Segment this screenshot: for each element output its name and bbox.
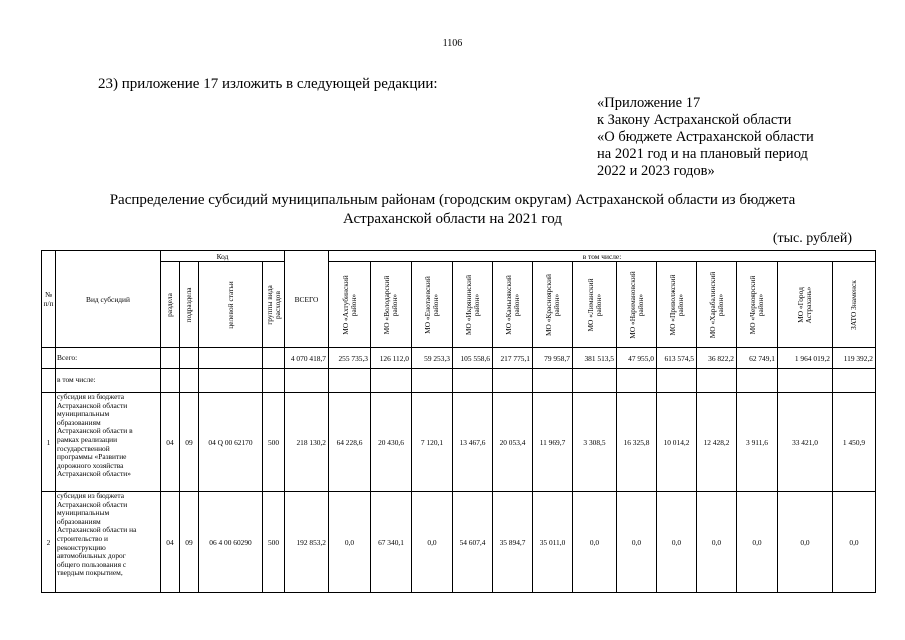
total-value: 126 112,0	[371, 348, 412, 369]
header-vid: Вид субсидий	[56, 251, 161, 348]
total-row	[42, 348, 876, 369]
page-number: 1106	[442, 38, 463, 49]
intro-text: 23) приложение 17 изложить в следующей редакции:	[98, 76, 438, 92]
row-value: 67 340,1	[371, 492, 412, 593]
row-value: 3 308,5	[573, 393, 617, 492]
row-value: 33 421,0	[778, 393, 833, 492]
header-district-11: МО «Черноярский район»	[737, 262, 778, 348]
total-value: 255 735,3	[329, 348, 371, 369]
row-desc: субсидия из бюджета Астраханской области муниципальным образованиям Астраханской области на строительство и реконструкцию автомобильных дорог общего пользования с твердым покрытием,	[56, 492, 161, 593]
total-value: 79 958,7	[533, 348, 573, 369]
header-district-13: ЗАТО Знаменск	[833, 262, 876, 348]
row-value: 0,0	[617, 492, 657, 593]
appendix-line-5: 2022 и 2023 годов»	[597, 163, 715, 179]
row-cel: 04 Q 00 62170	[199, 393, 263, 492]
row-vidrash: 500	[263, 492, 285, 593]
row-value: 0,0	[697, 492, 737, 593]
table-row	[42, 393, 876, 492]
row-value: 20 053,4	[493, 393, 533, 492]
total-value: 105 558,6	[453, 348, 493, 369]
header-district-2: МО «Володарский район»	[371, 262, 412, 348]
title-line-2: Астраханской области на 2021 год	[342, 211, 563, 227]
row-value: 0,0	[657, 492, 697, 593]
row-value: 0,0	[737, 492, 778, 593]
header-district-7: МО «Лиманский район»	[573, 262, 617, 348]
row-value: 54 607,4	[453, 492, 493, 593]
header-kod: Код	[161, 251, 285, 262]
row-num: 2	[42, 492, 56, 593]
row-value: 0,0	[573, 492, 617, 593]
header-district-5: МО «Камызякский район»	[493, 262, 533, 348]
header-district-3: МО «Енотаевский район»	[412, 262, 453, 348]
header-district-4: МО «Икрянинский район»	[453, 262, 493, 348]
row-value: 3 911,6	[737, 393, 778, 492]
title-line-1: Распределение субсидий муниципальным районам (городским округам) Астраханской области из бюджета	[109, 192, 796, 208]
row-value: 13 467,6	[453, 393, 493, 492]
appendix-line-4: на 2021 год и на плановый период	[597, 146, 808, 162]
header-cel: целевой статьи	[199, 262, 263, 348]
row-value: 11 969,7	[533, 393, 573, 492]
row-podrazdel: 09	[180, 492, 199, 593]
header-vidrash: группы вида расходов	[263, 262, 285, 348]
total-value: 119 392,2	[833, 348, 876, 369]
header-num: № п/п	[42, 251, 56, 348]
header-podrazdel: подраздела	[180, 262, 199, 348]
row-value: 0,0	[778, 492, 833, 593]
row-value: 20 430,6	[371, 393, 412, 492]
header-district-12: МО «Город Астрахань»	[778, 262, 833, 348]
row-value: 0,0	[329, 492, 371, 593]
header-district-9: МО «Приволжский район»	[657, 262, 697, 348]
table-row	[42, 492, 876, 593]
total-value: 62 749,1	[737, 348, 778, 369]
total-value: 59 253,3	[412, 348, 453, 369]
header-district-6: МО «Красноярский район»	[533, 262, 573, 348]
row-value: 12 428,2	[697, 393, 737, 492]
total-value: 381 513,5	[573, 348, 617, 369]
row-razdel: 04	[161, 492, 180, 593]
incl-row	[42, 369, 876, 393]
total-value: 47 955,0	[617, 348, 657, 369]
total-value: 1 964 019,2	[778, 348, 833, 369]
row-vsego: 218 130,2	[285, 393, 329, 492]
total-value: 36 822,2	[697, 348, 737, 369]
total-value: 217 775,1	[493, 348, 533, 369]
row-value: 0,0	[412, 492, 453, 593]
header-district-8: МО «Наримановский район»	[617, 262, 657, 348]
header-district-10: МО «Харабалинский район»	[697, 262, 737, 348]
total-vsego: 4 070 418,7	[285, 348, 329, 369]
row-value: 10 014,2	[657, 393, 697, 492]
total-label: Всего:	[56, 348, 161, 369]
row-podrazdel: 09	[180, 393, 199, 492]
row-vidrash: 500	[263, 393, 285, 492]
units-label: (тыс. рублей)	[772, 231, 852, 246]
row-cel: 06 4 00 60290	[199, 492, 263, 593]
row-value: 35 894,7	[493, 492, 533, 593]
row-value: 1 450,9	[833, 393, 876, 492]
row-value: 35 011,0	[533, 492, 573, 593]
appendix-line-1: «Приложение 17	[597, 95, 701, 111]
incl-label: в том числе:	[56, 369, 161, 393]
row-value: 0,0	[833, 492, 876, 593]
row-vsego: 192 853,2	[285, 492, 329, 593]
row-value: 64 228,6	[329, 393, 371, 492]
total-value: 613 574,5	[657, 348, 697, 369]
header-vtomchisle: в том числе:	[329, 251, 876, 262]
header-vsego: ВСЕГО	[285, 251, 329, 348]
row-desc: субсидия из бюджета Астраханской области муниципальным образованиям Астраханской области в рамках реализации государственной программы «Развитие дорожного хозяйства Астраханской области»	[56, 393, 161, 492]
row-razdel: 04	[161, 393, 180, 492]
row-value: 7 120,1	[412, 393, 453, 492]
row-num: 1	[42, 393, 56, 492]
subsidy-table	[41, 250, 876, 593]
appendix-line-3: «О бюджете Астраханской области	[597, 129, 814, 145]
header-razdel: раздела	[161, 262, 180, 348]
header-district-1: МО «Ахтубинский район»	[329, 262, 371, 348]
row-value: 16 325,8	[617, 393, 657, 492]
appendix-line-2: к Закону Астраханской области	[597, 112, 792, 128]
